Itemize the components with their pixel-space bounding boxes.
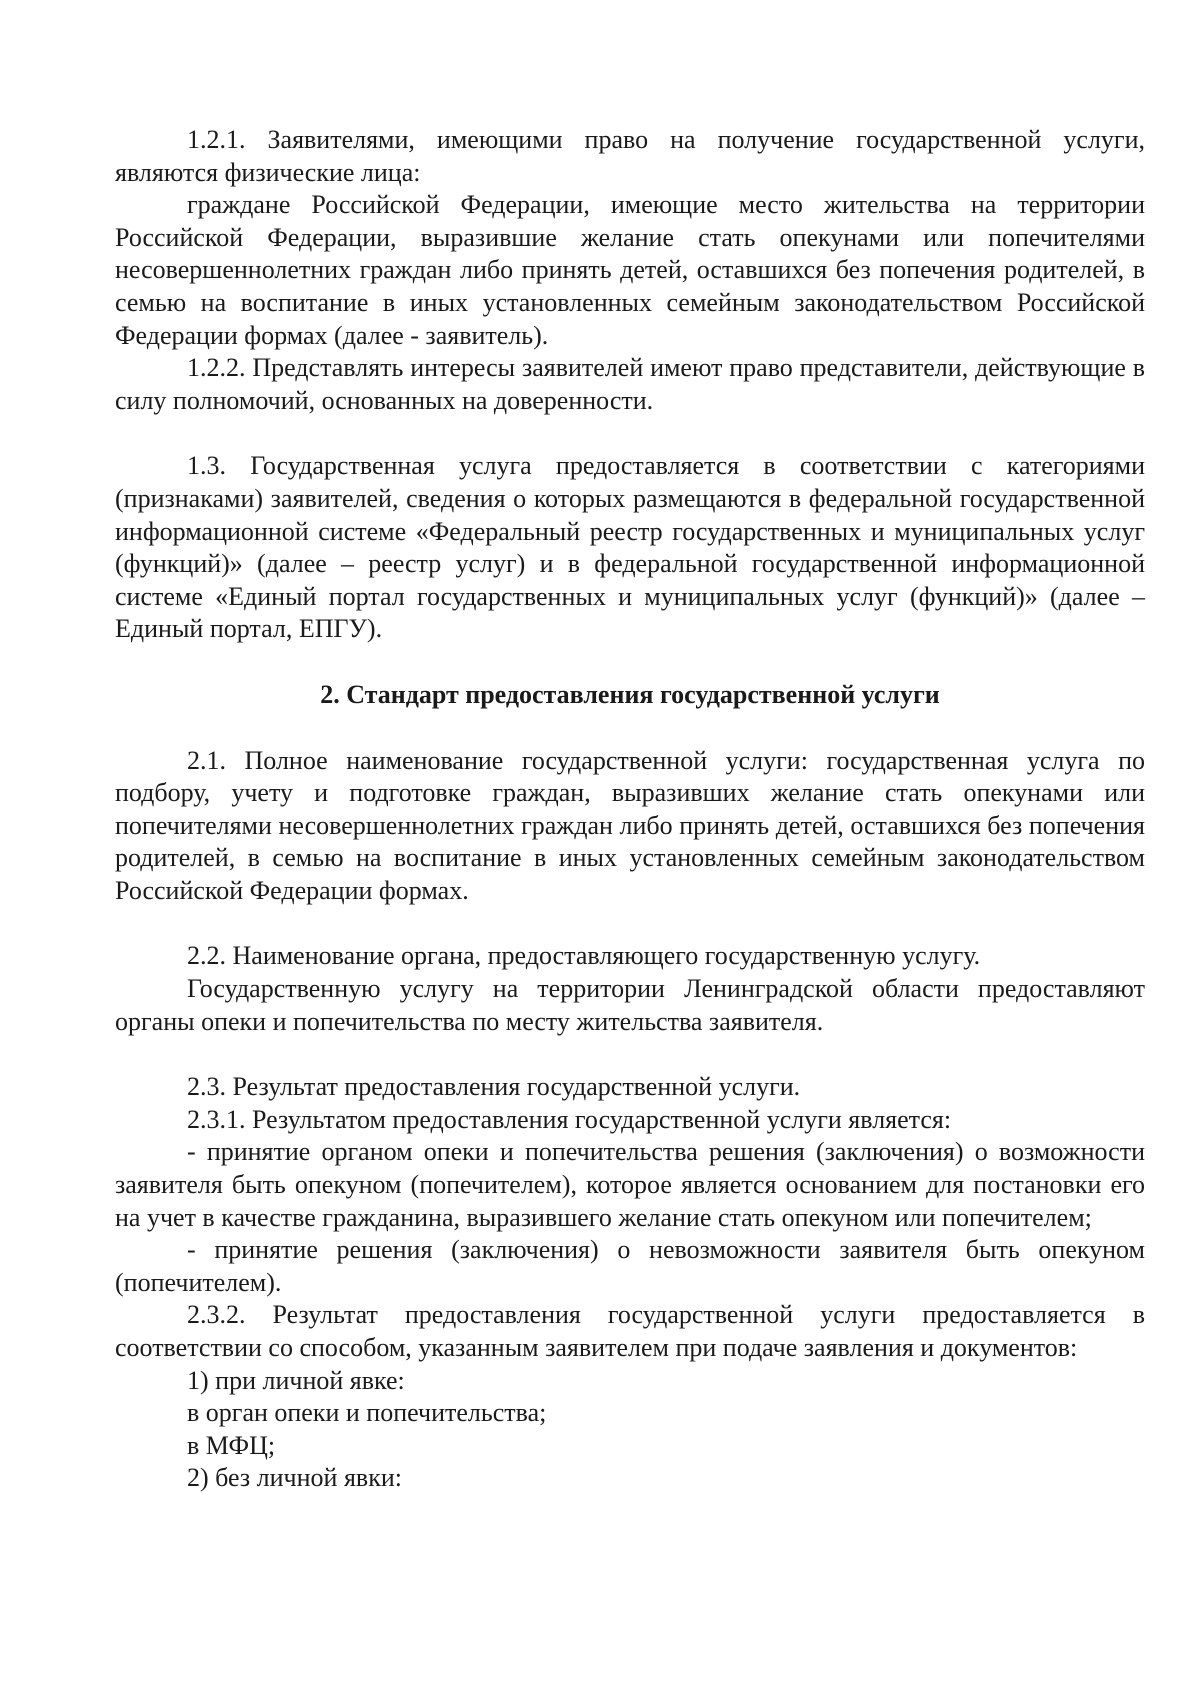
list-item-1-mfc: в МФЦ; <box>187 1430 276 1460</box>
list-item-1: 1) при личной явке: <box>187 1365 405 1395</box>
paragraph-2-3-1: 2.3.1. Результатом предоставления государственной услуги является: <box>187 1104 952 1134</box>
paragraph-2-3-1-positive: - принятие органом опеки и попечительства решения (заключения) о возможности заявителя быть опекуном (попечителем), которое является основанием для постановки его на учет в качестве гражданина, выразившего желание стать опекуном или попечителем; <box>115 1137 1145 1232</box>
paragraph-1-3: 1.3. Государственная услуга предоставляется в соответствии с категориями (признаками) заявителей, сведения о которых размещаются в федеральной государственной информационной системе «Федеральный реестр государственных и муниципальных услуг (функций)» (далее – реестр услуг) и в федеральной государственной информационной системе «Единый портал государственных и муниципальных услуг (функций)» (далее – Единый портал, ЕПГУ). <box>115 451 1145 644</box>
document-body <box>115 124 1145 1495</box>
paragraph-2-1: 2.1. Полное наименование государственной услуги: государственная услуга по подбору, учету и подготовке граждан, выразивших желание стать опекунами или попечителями несовершеннолетних граждан либо принять детей, оставшихся без попечения родителей, в семью на воспитание в иных установленных семейным законодательством Российской Федерации формах. <box>115 745 1145 905</box>
spacer <box>115 417 1145 450</box>
section-2-heading: 2. Стандарт предоставления государственной услуги <box>320 679 940 709</box>
list-item-1-guardianship: в орган опеки и попечительства; <box>187 1398 547 1428</box>
paragraph-1-2-2: 1.2.2. Представлять интересы заявителей имеют право представители, действующие в силу полномочий, основанных на доверенности. <box>115 353 1145 415</box>
spacer <box>115 712 1145 745</box>
spacer <box>115 907 1145 940</box>
spacer <box>115 646 1145 679</box>
paragraph-2-3: 2.3. Результат предоставления государственной услуги. <box>187 1072 801 1102</box>
paragraph-1-2-1-citizens: граждане Российской Федерации, имеющие место жительства на территории Российской Федерации, выразившие желание стать опекунами или попечителями несовершеннолетних граждан либо принять детей, оставшихся без попечения родителей, в семью на воспитание в иных установленных семейным законодательством Российской Федерации формах (далее - заявитель). <box>115 190 1145 350</box>
paragraph-2-3-2: 2.3.2. Результат предоставления государственной услуги предоставляется в соответствии со способом, указанным заявителем при подаче заявления и документов: <box>115 1300 1145 1362</box>
paragraph-2-2: 2.2. Наименование органа, предоставляющего государственную услугу. <box>187 941 981 971</box>
list-item-2: 2) без личной явки: <box>187 1463 402 1493</box>
paragraph-1-2-1: 1.2.1. Заявителями, имеющими право на получение государственной услуги, являются физические лица: <box>115 125 1145 187</box>
paragraph-2-2-body: Государственную услугу на территории Ленинградской области предоставляют органы опеки и попечительства по месту жительства заявителя. <box>115 974 1145 1036</box>
spacer <box>115 1038 1145 1071</box>
paragraph-2-3-1-negative: - принятие решения (заключения) о невозможности заявителя быть опекуном (попечителем). <box>115 1235 1145 1297</box>
